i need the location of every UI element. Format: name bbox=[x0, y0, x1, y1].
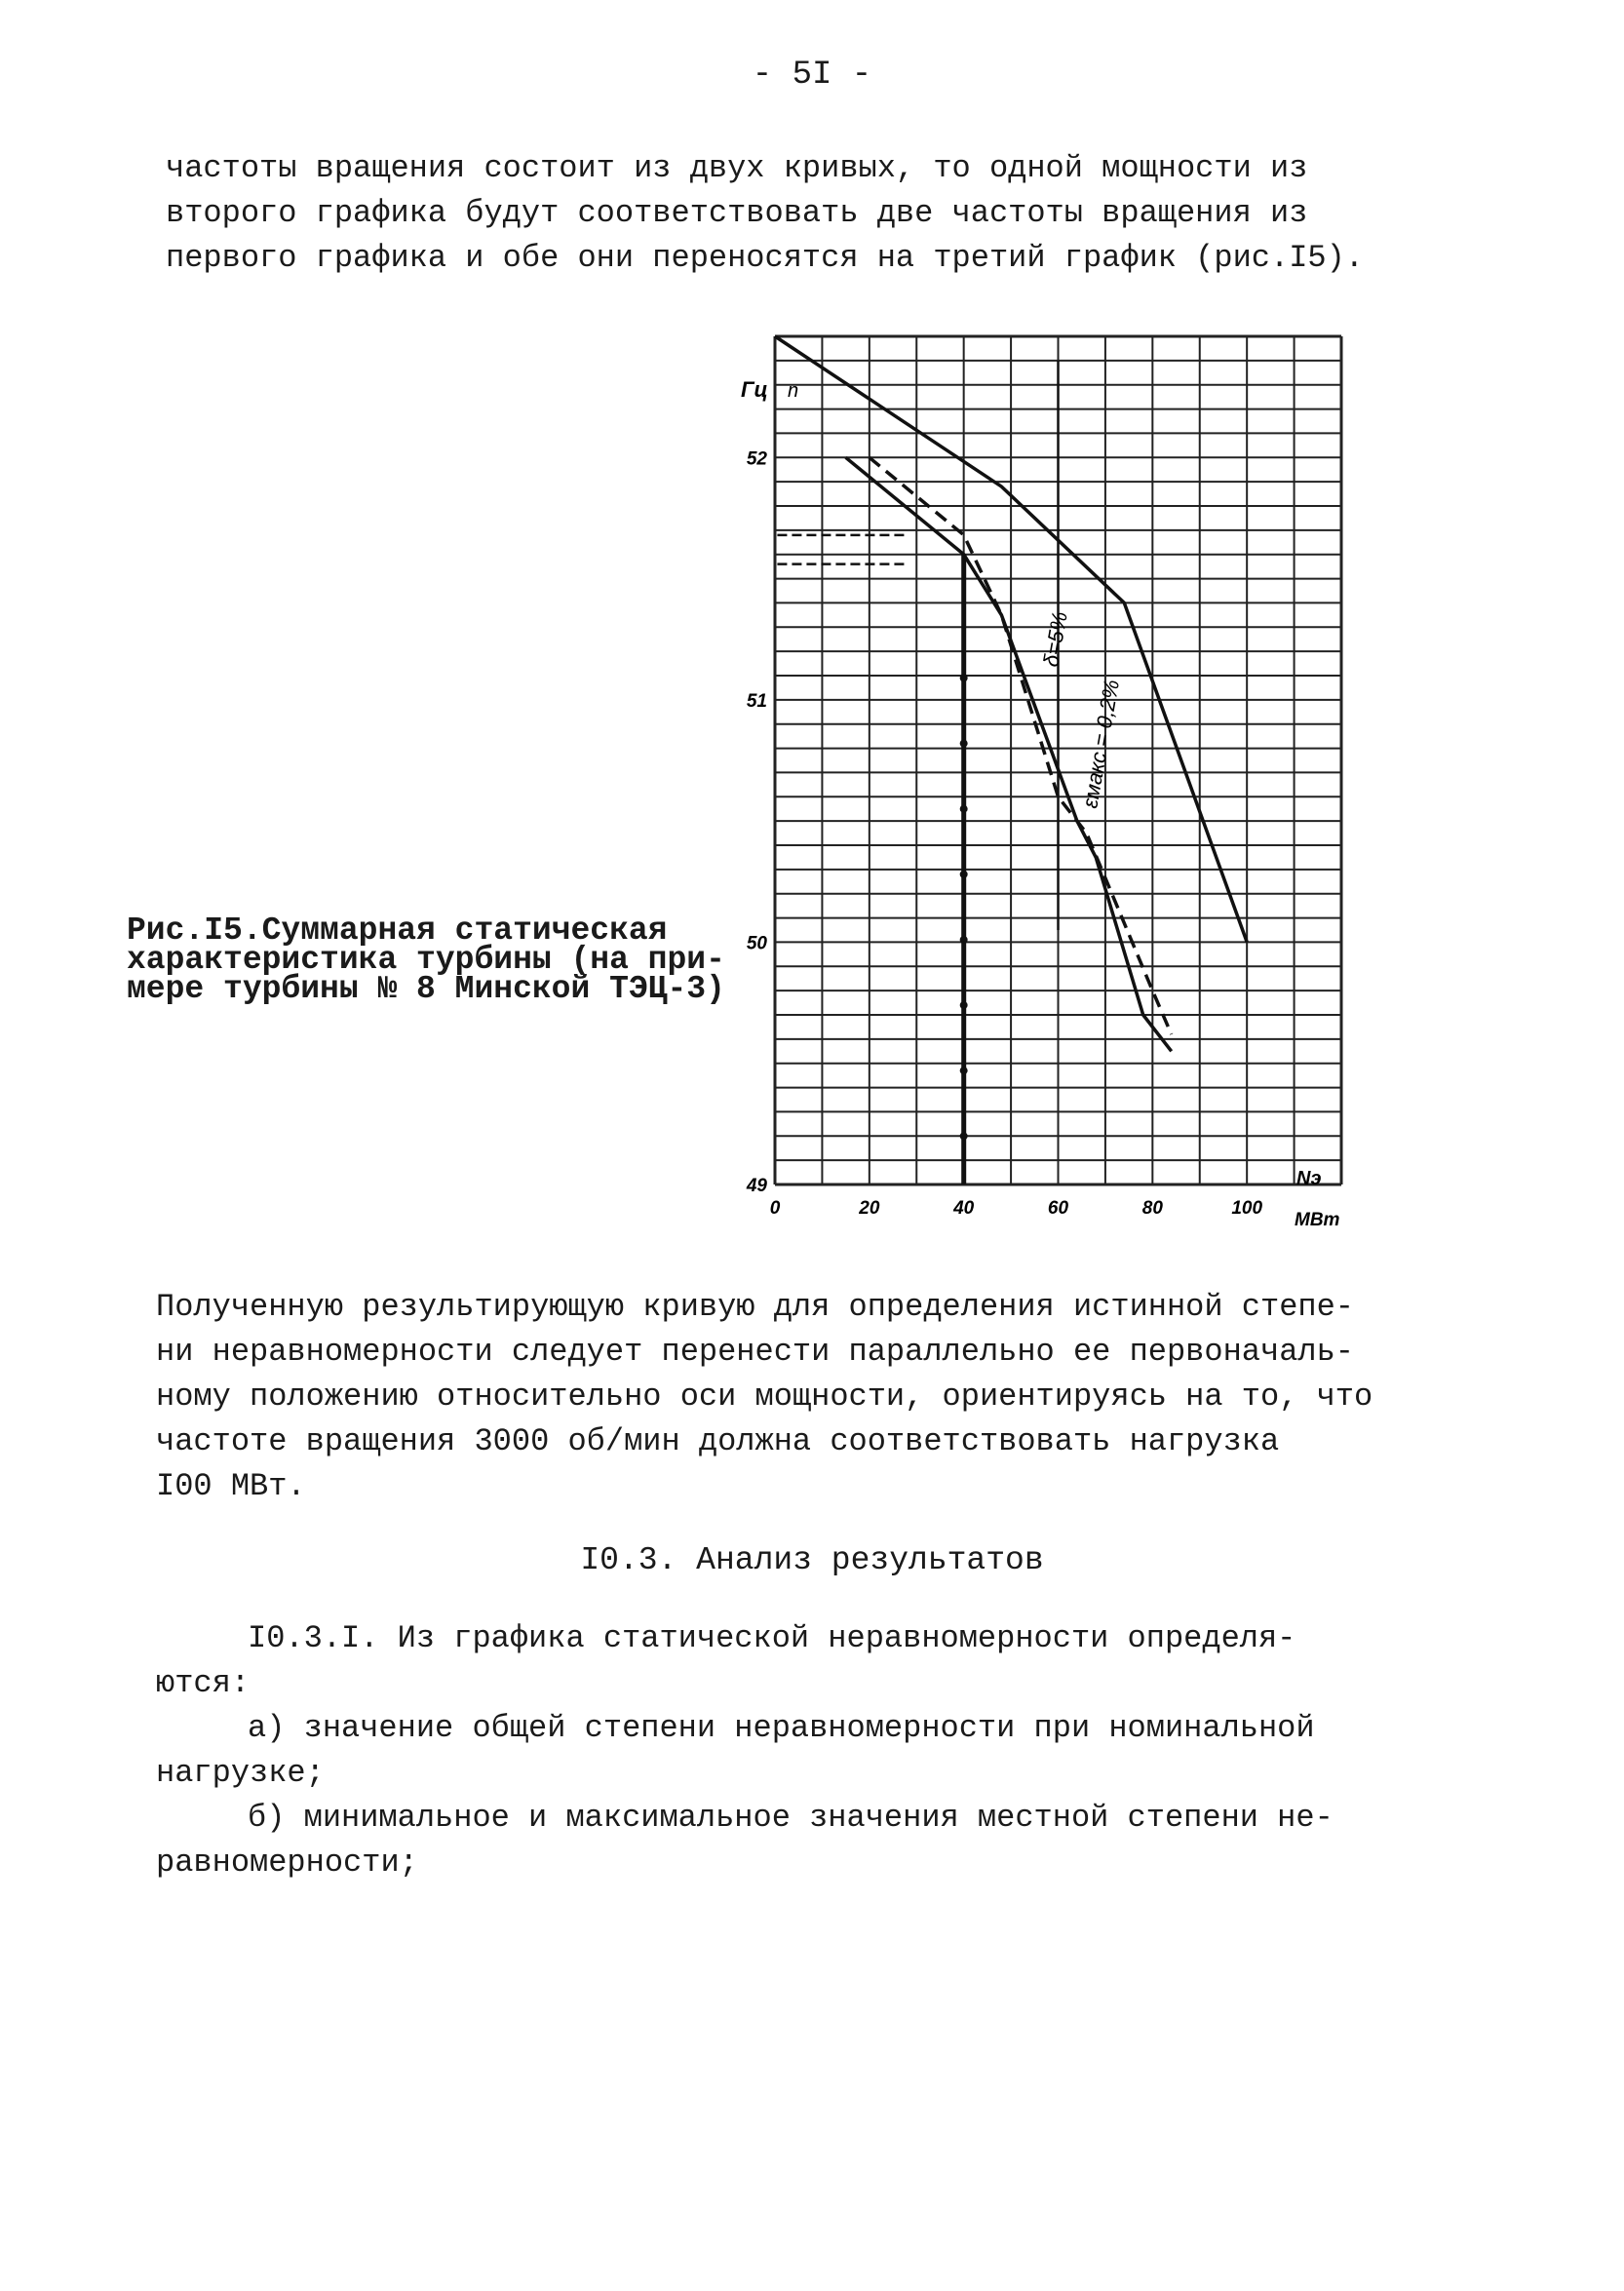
y-tick-label: 52 bbox=[746, 448, 767, 470]
list-a-line-2: нагрузке; bbox=[156, 1755, 325, 1791]
item-10-3-1 bbox=[156, 1616, 1295, 1706]
paragraph-2-line-1: Полученную результирующую кривую для определения истинной степе- bbox=[156, 1289, 1354, 1325]
paragraph-2 bbox=[156, 1285, 1373, 1509]
intro-line-1: частоты вращения состоит из двух кривых, то одной мощности из bbox=[166, 150, 1308, 186]
series-point bbox=[960, 674, 968, 681]
y-axis-symbol: n bbox=[788, 380, 799, 402]
caption-line-3: мере турбины № 8 Минской ТЭЦ-3) bbox=[127, 971, 725, 1007]
x-tick-label: 40 bbox=[953, 1198, 975, 1219]
intro-line-3: первого графика и обе они переносятся на третий график (рис.I5). bbox=[166, 240, 1364, 276]
annotation-epsilon: εмакс = 0,2% bbox=[1077, 678, 1125, 810]
y-tick-label: 50 bbox=[746, 933, 767, 954]
series-point bbox=[960, 805, 968, 813]
paragraph-2-line-5: I00 МВт. bbox=[156, 1468, 306, 1504]
x-tick-label: 100 bbox=[1231, 1198, 1263, 1219]
series-point bbox=[960, 740, 968, 748]
series-point bbox=[960, 1067, 968, 1074]
paragraph-2-line-3: ному положению относительно оси мощности, ориентируясь на то, что bbox=[156, 1378, 1373, 1415]
list-a-line-1: а) значение общей степени неравномерности при номинальной bbox=[248, 1710, 1315, 1746]
series-point bbox=[960, 871, 968, 878]
series-point bbox=[960, 1132, 968, 1140]
list-item-b bbox=[156, 1796, 1334, 1885]
x-axis-unit: МВт bbox=[1295, 1210, 1340, 1230]
item-line-1: I0.3.I. Из графика статической неравномерности определя- bbox=[248, 1620, 1296, 1656]
list-item-a bbox=[156, 1706, 1315, 1796]
x-tick-label: 0 bbox=[769, 1198, 781, 1219]
y-tick-label: 49 bbox=[746, 1176, 767, 1196]
y-axis-unit: Гц bbox=[741, 377, 768, 402]
intro-line-2: второго графика будут соответствовать две частоты вращения из bbox=[166, 195, 1308, 231]
series-point bbox=[960, 936, 968, 944]
annotation-delta: δ=5% bbox=[1038, 609, 1072, 669]
static-characteristic-chart bbox=[721, 327, 1365, 1243]
x-axis-symbol: Nэ bbox=[1296, 1168, 1322, 1189]
intro-paragraph bbox=[166, 146, 1364, 281]
series-line-dashed bbox=[870, 457, 1172, 1034]
paragraph-2-line-2: ни неравномерности следует перенести параллельно ее первоначаль- bbox=[156, 1334, 1354, 1370]
section-heading: I0.3. Анализ результатов bbox=[580, 1542, 1044, 1578]
x-tick-label: 80 bbox=[1141, 1198, 1163, 1219]
caption-line-2: характеристика турбины (на при- bbox=[127, 942, 725, 978]
figure-caption bbox=[127, 913, 725, 1007]
series-line-lower bbox=[846, 457, 1172, 1051]
paragraph-2-line-4: частоте вращения 3000 об/мин должна соответствовать нагрузка bbox=[156, 1423, 1280, 1459]
item-line-2: ются: bbox=[156, 1665, 251, 1701]
x-tick-label: 60 bbox=[1047, 1198, 1069, 1219]
page-number: - 5I - bbox=[752, 57, 872, 94]
y-tick-label: 51 bbox=[746, 690, 767, 712]
caption-line-1: Рис.I5.Суммарная статическая bbox=[127, 913, 668, 949]
list-b-line-2: равномерности; bbox=[156, 1844, 418, 1881]
list-b-line-1: б) минимальное и максимальное значения местной степени не- bbox=[248, 1800, 1334, 1836]
series-point bbox=[960, 1001, 968, 1009]
x-tick-label: 20 bbox=[859, 1198, 880, 1219]
